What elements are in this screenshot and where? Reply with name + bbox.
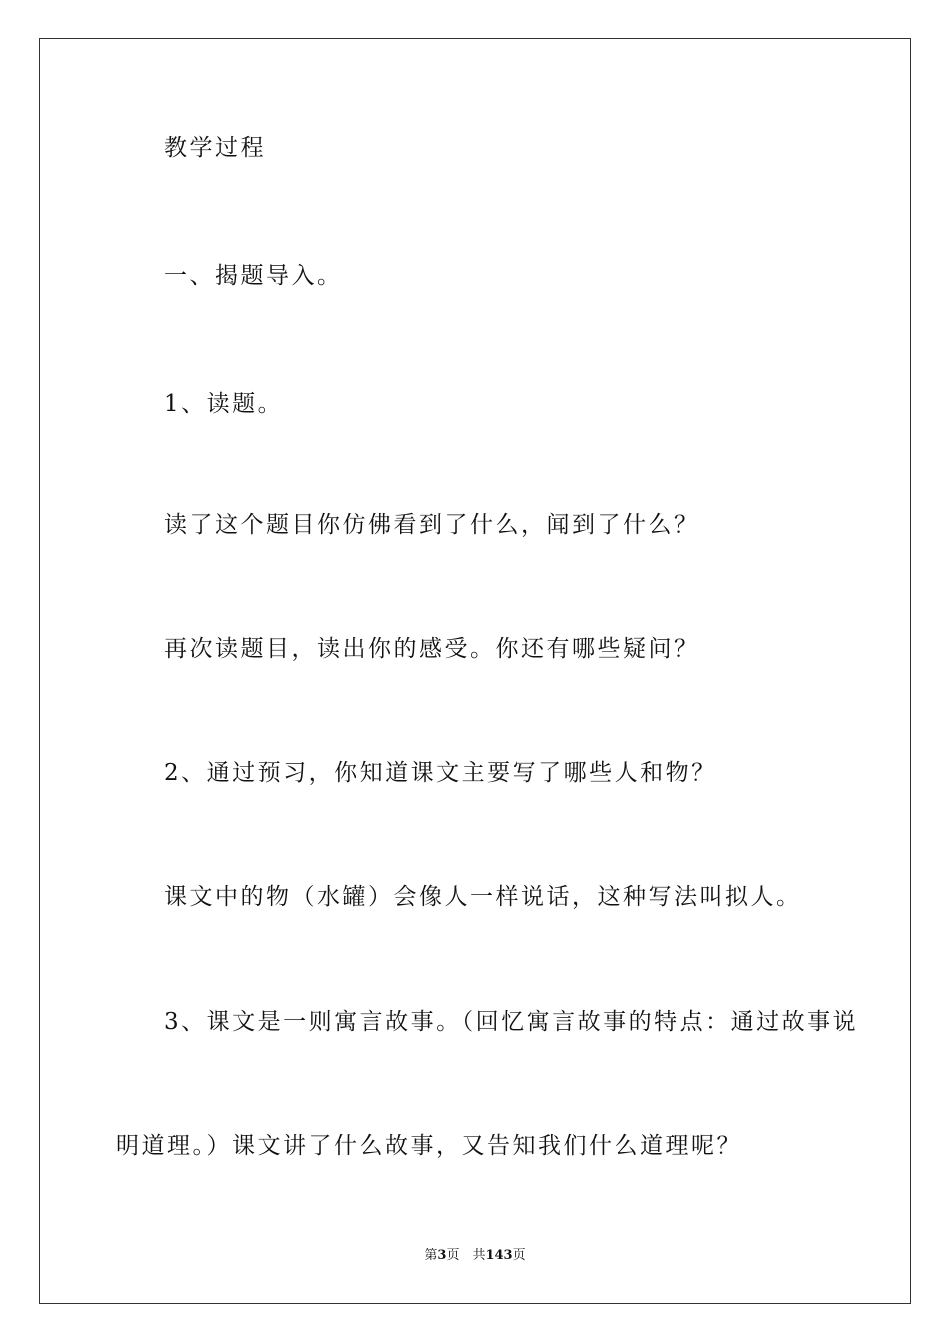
footer-page-suffix: 页 bbox=[446, 1248, 460, 1263]
paragraph-item-3-line-1: 3、课文是一则寓言故事。（回忆寓言故事的特点：通过故事说 bbox=[164, 1009, 859, 1035]
paragraph-item-3-line-2: 明道理。）课文讲了什么故事，又告知我们什么道理呢？ bbox=[116, 1133, 742, 1159]
page-border bbox=[39, 38, 911, 1304]
page-footer bbox=[0, 1247, 950, 1265]
paragraph-personification: 课文中的物（水罐）会像人一样说话，这种写法叫拟人。 bbox=[164, 884, 802, 910]
paragraph-heading: 教学过程 bbox=[164, 135, 266, 161]
paragraph-item-2: 2、通过预习，你知道课文主要写了哪些人和物？ bbox=[164, 760, 717, 786]
paragraph-item-1: 1、读题。 bbox=[164, 391, 284, 417]
paragraph-question-2: 再次读题目，读出你的感受。你还有哪些疑问？ bbox=[164, 636, 700, 662]
footer-prefix: 第 bbox=[424, 1248, 438, 1263]
paragraph-section-one: 一、揭题导入。 bbox=[164, 263, 343, 289]
footer-total-prefix: 共 bbox=[472, 1248, 486, 1263]
footer-total-suffix: 页 bbox=[512, 1248, 526, 1263]
footer-page-number: 3 bbox=[437, 1248, 447, 1263]
footer-total-pages: 143 bbox=[485, 1248, 513, 1263]
paragraph-question-1: 读了这个题目你仿佛看到了什么，闻到了什么？ bbox=[164, 512, 700, 538]
